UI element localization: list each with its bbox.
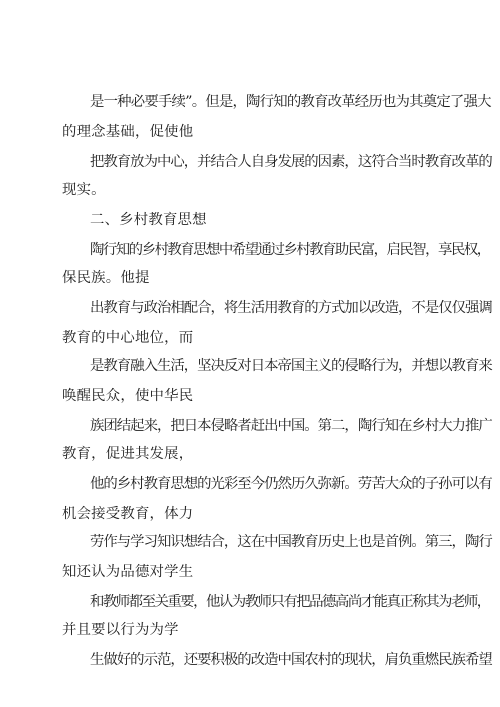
- paragraph-line: 他的乡村教育思想的光彩至今仍然历久弥新。劳苦大众的子孙可以有: [90, 476, 492, 492]
- paragraph-line: 的理念基础，促使他: [62, 124, 194, 140]
- paragraph-line: 和教师都至关重要，他认为教师只有把品德高尚才能真正称其为老师，: [90, 594, 490, 610]
- paragraph-line: 知还认为品德对学生: [62, 564, 194, 580]
- paragraph-line: 陶行知的乡村教育思想中希望通过乡村教育助民富，启民智，享民权，: [90, 242, 490, 258]
- paragraph-line: 机会接受教育，体力: [62, 506, 194, 522]
- paragraph-line: 教育的中心地位，而: [62, 330, 194, 346]
- paragraph-line: 把教育放为中心，并结合人自身发展的因素，这符合当时教育改革的: [90, 154, 492, 170]
- paragraph-line: 出教育与政治相配合，将生活用教育的方式加以改造，不是仅仅强调: [90, 300, 492, 316]
- paragraph-line: 现实。: [62, 182, 106, 198]
- paragraph-line: 是教育融入生活，坚决反对日本帝国主义的侵略行为，并想以教育来: [90, 358, 492, 374]
- paragraph-line: 保民族。他提: [62, 270, 150, 286]
- paragraph-line: 劳作与学习知识想结合，这在中国教育历史上也是首例。第三，陶行: [90, 534, 492, 550]
- paragraph-line: 唤醒民众，使中华民: [62, 388, 194, 404]
- paragraph-line: 族团结起来，把日本侵略者赶出中国。第二，陶行知在乡村大力推广: [90, 418, 492, 434]
- paragraph-line: 生做好的示范，还要积极的改造中国农村的现状，肩负重燃民族希望: [90, 652, 492, 668]
- section-heading: 二、乡村教育思想: [90, 212, 207, 228]
- paragraph-line: 并且要以行为为学: [62, 622, 179, 638]
- paragraph-line: 教育，促进其发展，: [62, 446, 194, 462]
- paragraph-line: 是一种必要手续”。但是，陶行知的教育改革经历也为其奠定了强大: [90, 94, 491, 110]
